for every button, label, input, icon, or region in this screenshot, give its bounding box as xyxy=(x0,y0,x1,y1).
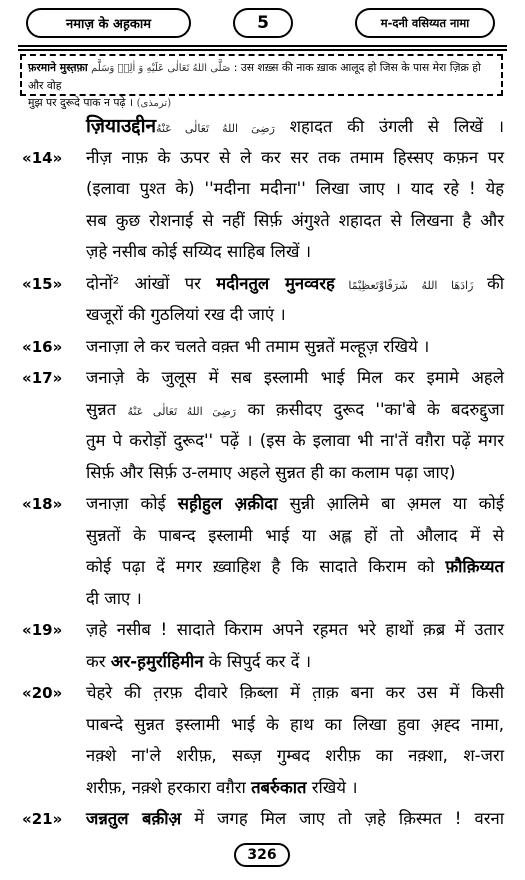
text-line xyxy=(0,425,525,457)
page-number-badge xyxy=(234,843,290,867)
text-run: कोई पढ़ा दें मगर ख़्वाहिश है कि सादाते किराम को xyxy=(86,557,446,576)
text-line xyxy=(0,614,525,646)
text-run: चेहरे की त़रफ़ दीवारे क़िब्ला में त़ाक़ बना कर उस में किसी xyxy=(86,683,504,702)
chapter-number-badge xyxy=(233,8,293,38)
line-text xyxy=(86,457,504,489)
line-text xyxy=(86,803,504,835)
text-run: ज़ियाउद्दीन xyxy=(86,115,157,137)
line-text xyxy=(86,142,504,174)
text-run: सुन्नतों के पाबन्द इस्लामी भाई या अह्ल हों तो औलाद में से xyxy=(86,525,504,545)
honorific-text: رَضِیَ اللهُ تَعَالٰی عَنْهُ xyxy=(127,404,237,418)
line-text xyxy=(86,425,504,457)
text-run: सुन्नी आ़लिमे बा अ़मल या कोई xyxy=(277,494,504,513)
text-run: खजूरों की गुठलियां रख दी जाएं । xyxy=(86,305,286,324)
line-text xyxy=(86,520,504,552)
chapter-number: 5 xyxy=(257,13,269,33)
chapter-title: नमाज़ के अह़काम xyxy=(66,17,151,32)
line-text xyxy=(86,394,504,428)
text-run: ज़हे नसीब कोई सय्यिद साहिब लिखें । xyxy=(86,242,312,261)
line-text xyxy=(86,488,504,520)
text-line xyxy=(0,740,525,772)
text-run: शहादत की उंगली से लिखें । xyxy=(274,117,505,136)
text-line xyxy=(0,205,525,237)
text-run: जनाज़ा ले कर चलते वक़्त भी तमाम सुन्नतें मल्हूज़ रखिये । xyxy=(86,336,430,356)
line-text xyxy=(86,268,504,302)
text-run: कर xyxy=(86,651,111,671)
text-line xyxy=(0,551,525,583)
text-run: शरीफ़, नक़्शे हरकारा वग़ैरा xyxy=(86,777,252,797)
text-run: (इलावा पुश्त के) ''मदीना मदीना'' लिखा जाए । याद रहे ! येह xyxy=(86,179,504,198)
emphasis-text: सह़ीहुल अ़क़ीदा xyxy=(177,494,278,513)
emphasis-text: जन्नतुल बक़ीअ़ xyxy=(86,809,182,828)
text-line xyxy=(0,457,525,489)
banner-honorific: صَلَّى اللهُ تَعَالٰی عَلَیْهِ وَ اٰلِهٖ وَسَلَّم xyxy=(91,63,231,74)
line-text xyxy=(86,583,504,615)
line-text xyxy=(86,709,504,741)
text-run: नीज़ नाफ़ के ऊपर से ले कर सर तक तमाम हिस्सए कफ़न पर xyxy=(86,147,504,167)
item-number: «19» xyxy=(22,621,63,639)
honorific-text: رَضِیَ اللهُ تَعَالٰی عَنْهُ xyxy=(156,122,275,135)
text-run: सब कुछ रोशनाई से नहीं सिर्फ़ अंगुश्ते शहादत से लिखना है और xyxy=(86,210,504,230)
banner-text-2: मुझ पर दुरूदे पाक न पढ़े । xyxy=(28,96,134,109)
banner-line-1 xyxy=(28,59,495,94)
text-line xyxy=(0,520,525,552)
text-line xyxy=(0,331,525,363)
honorific-text: زَادَهَا اللهُ شَرَفًاوَّتَعظِیْمًا xyxy=(334,278,487,292)
line-text xyxy=(86,772,504,804)
text-line xyxy=(0,583,525,615)
banner-label: फ़रमाने मुस्त़फ़ा xyxy=(28,61,88,74)
text-line xyxy=(0,142,525,174)
text-line xyxy=(0,394,525,426)
line-text xyxy=(86,173,504,205)
text-run: की xyxy=(486,273,505,293)
hadith-banner xyxy=(20,54,503,109)
text-line xyxy=(0,362,525,394)
page-number: 326 xyxy=(247,847,277,863)
text-run: का क़सीदए दुरूद ''का'बे के बदरुद्दुजा xyxy=(236,399,504,419)
item-number: «17» xyxy=(22,369,63,387)
banner-text-1: : उस शख़्स की नाक ख़ाक आलूद हो जिस के पास मेरा ज़िक्र हो और वोह xyxy=(28,61,481,92)
text-run: ज़हे नसीब ! सादाते किराम अपने रह़मत भरे हाथों क़ब्र में उतार xyxy=(86,620,504,639)
item-number: «18» xyxy=(22,495,63,513)
text-run: में जगह मिल जाए तो ज़हे क़िस्मत ! वरना xyxy=(181,809,504,828)
item-number: «14» xyxy=(22,148,63,167)
line-text xyxy=(86,362,504,394)
emphasis-text: तबर्रुकात xyxy=(251,777,307,797)
text-run: दी जाए । xyxy=(86,588,142,608)
text-run: तुम पे करोड़ों दुरूद'' पढ़ें । (इस के इलावा भी ना'तें वग़ैरा पढ़ें मगर xyxy=(86,431,504,450)
text-run: नक़्शे ना'ले शरीफ़, सब्ज़ गुम्बद शरीफ़ का नक़्शा, श-जरा xyxy=(86,746,504,765)
text-line xyxy=(0,488,525,520)
line-text xyxy=(86,110,504,145)
text-run: दोनों² आंखों पर xyxy=(86,273,217,293)
banner-source: (ترمذی) xyxy=(136,98,172,109)
line-text xyxy=(86,299,504,331)
text-run: के सिपुर्द कर दें । xyxy=(203,651,312,671)
emphasis-text: मदीनतुल मुनव्वरह xyxy=(216,273,335,293)
line-text xyxy=(86,677,504,709)
section-title: म-दनी वसिय्यत नामा xyxy=(380,15,470,30)
line-text xyxy=(86,740,504,772)
item-number: «15» xyxy=(22,274,63,293)
item-number: «16» xyxy=(22,337,63,356)
emphasis-text: फ़ौक़िय्यत xyxy=(445,557,504,576)
text-line xyxy=(0,677,525,709)
text-line xyxy=(0,268,525,300)
line-text xyxy=(86,331,504,363)
item-number: «20» xyxy=(22,684,63,702)
text-line xyxy=(0,646,525,678)
text-run: रखिये । xyxy=(306,777,358,797)
line-text xyxy=(86,551,504,583)
text-line xyxy=(0,236,525,268)
item-number: «21» xyxy=(22,810,63,828)
text-line xyxy=(0,299,525,331)
text-run: जनाज़े के जुलूस में सब इस्लामी भाई मिल कर इमामे अहले xyxy=(86,368,504,387)
section-title-badge xyxy=(355,8,495,38)
text-line xyxy=(0,709,525,741)
text-line xyxy=(0,173,525,205)
line-text xyxy=(86,646,504,678)
text-run: जनाज़ा कोई xyxy=(86,494,178,513)
text-run: सुन्नत xyxy=(86,399,128,419)
header-rule-bottom xyxy=(18,49,507,51)
text-line xyxy=(0,110,525,142)
line-text xyxy=(86,205,504,237)
text-line xyxy=(0,772,525,804)
line-text xyxy=(86,236,504,268)
text-run: सिर्फ़ और सिर्फ़ उ-लमाए अहले सुन्नत ही का कलाम पढ़ा जाए) xyxy=(86,462,456,482)
header-rule-top xyxy=(18,45,507,47)
line-text xyxy=(86,614,504,646)
text-run: पाबन्दे सुन्नत इस्लामी भाई के हाथ का लिखा हुवा अ़ह्द नामा, xyxy=(86,714,504,734)
chapter-title-badge xyxy=(26,8,191,38)
emphasis-text: अर-ह़मुर्राहिमीन xyxy=(110,651,204,671)
text-line xyxy=(0,803,525,835)
